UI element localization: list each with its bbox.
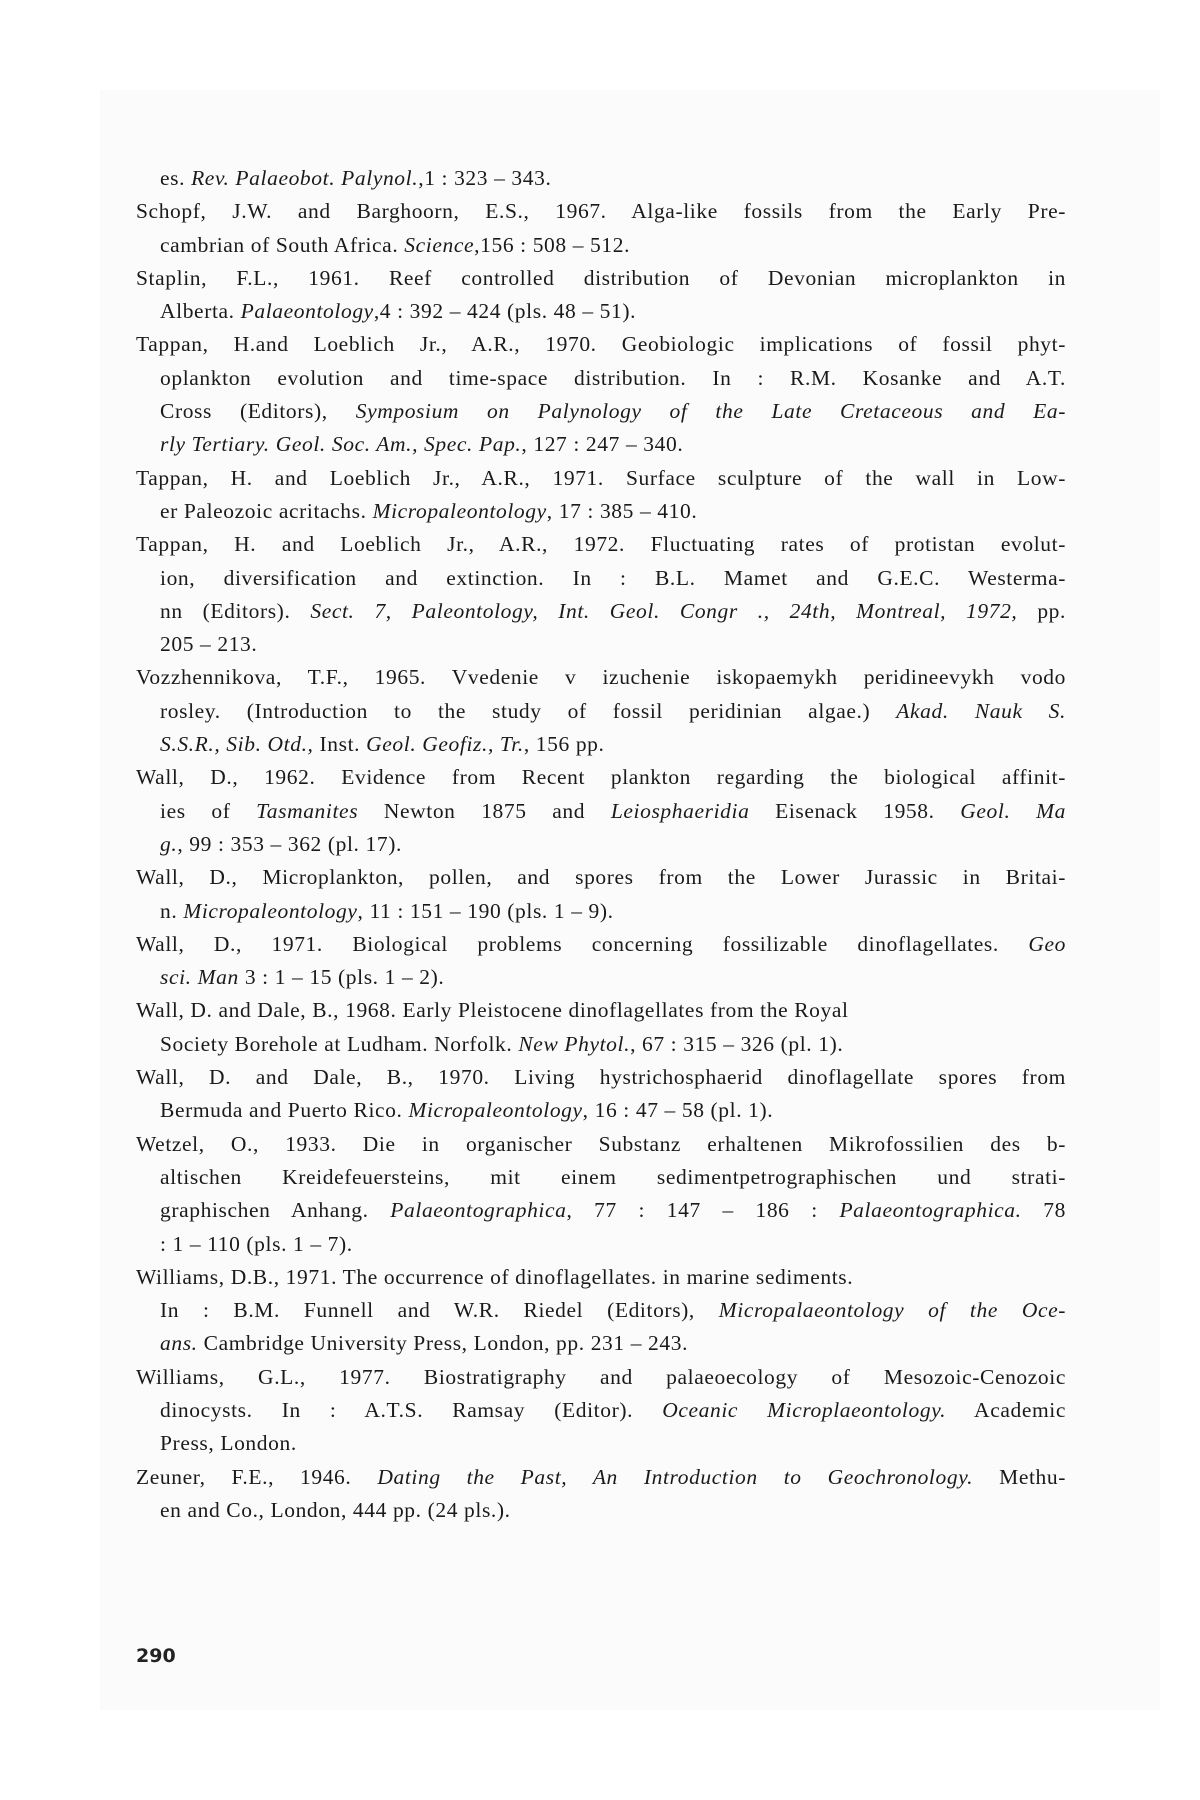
italic-title: Akad. Nauk S. <box>896 698 1066 723</box>
reference-entry <box>136 328 1066 461</box>
page-number: 290 <box>136 1645 176 1667</box>
reference-text: 78 <box>1021 1198 1066 1223</box>
reference-continuation-line <box>160 428 1066 461</box>
reference-text: Wetzel, O., 1933. Die in organischer Substanz erhaltenen Mikrofossilien des b- <box>136 1131 1066 1156</box>
reference-continuation-line <box>160 1427 1066 1460</box>
reference-text: Wall, D., Microplankton, pollen, and spores from the Lower Jurassic in Britai- <box>136 865 1066 890</box>
reference-text: oplankton evolution and time-space distribution. In : R.M. Kosanke and A.T. <box>160 365 1066 390</box>
italic-title: g. <box>160 831 178 856</box>
reference-continuation-line <box>160 895 1066 928</box>
italic-title: Micropalaeontology of the Oce- <box>718 1298 1066 1323</box>
italic-title: Geol. Geofiz., Tr. <box>366 732 524 757</box>
reference-text: Academic <box>946 1397 1067 1422</box>
reference-text: , 99 : 353 – 362 (pl. 17). <box>177 831 402 856</box>
italic-title: Palaeontographica <box>390 1198 567 1223</box>
reference-continuation-line <box>160 1228 1066 1261</box>
reference-continuation-line <box>160 229 1066 262</box>
reference-entry <box>136 262 1066 329</box>
reference-text: ies of <box>160 798 257 823</box>
reference-text: Tappan, H. and Loeblich Jr., A.R., 1972. Fluctuating rates of protistan evolut- <box>136 532 1066 557</box>
reference-continuation-line <box>160 1194 1066 1227</box>
reference-entry <box>136 1361 1066 1461</box>
italic-title: Micropaleontology <box>183 898 358 923</box>
reference-first-line <box>136 994 1066 1027</box>
reference-continuation-line <box>160 1494 1066 1527</box>
reference-continuation-line <box>160 162 1066 195</box>
reference-text: dinocysts. In : A.T.S. Ramsay (Editor). <box>160 1397 663 1422</box>
reference-text: Vozzhennikova, T.F., 1965. Vvedenie v izuchenie iskopaemykh peridineevykh vodo <box>136 665 1066 690</box>
reference-text: es. <box>160 166 192 190</box>
italic-title: Micropaleontology <box>372 498 547 523</box>
reference-text: Inst. <box>313 732 367 757</box>
italic-title: rly Tertiary. Geol. Soc. Am., Spec. Pap. <box>160 432 522 457</box>
reference-continuation-line <box>160 362 1066 395</box>
reference-text: , 11 : 151 – 190 (pls. 1 – 9). <box>357 898 614 923</box>
reference-text: Williams, D.B., 1971. The occurrence of dinoflagellates. in marine sediments. <box>136 1264 854 1289</box>
reference-first-line <box>136 528 1066 561</box>
reference-text: Wall, D., 1971. Biological problems concerning fossilizable dinoflagellates. <box>136 931 1029 956</box>
reference-continuation-line <box>160 595 1066 628</box>
reference-text: en and Co., London, 444 pp. (24 pls.). <box>160 1497 511 1522</box>
italic-title: Science <box>404 232 475 257</box>
reference-text: Press, London. <box>160 1431 297 1456</box>
reference-first-line <box>136 195 1066 228</box>
reference-continuation-line <box>160 628 1066 661</box>
reference-first-line <box>136 661 1066 694</box>
reference-text: Wall, D. and Dale, B., 1968. Early Pleistocene dinoflagellates from the Royal <box>136 998 849 1023</box>
reference-text: graphischen Anhang. <box>160 1198 391 1223</box>
reference-first-line <box>136 462 1066 495</box>
reference-continuation-line <box>160 395 1066 428</box>
reference-first-line <box>136 928 1066 961</box>
italic-title: Rev. Palaeobot. Palynol. <box>191 166 419 190</box>
reference-text: Cross (Editors), <box>160 399 356 424</box>
reference-continuation-line <box>160 562 1066 595</box>
italic-title: Oceanic Microplaeontology. <box>662 1397 947 1422</box>
italic-title: Symposium on Palynology of the Late Cretaceous and Ea- <box>355 399 1066 424</box>
reference-text: In : B.M. Funnell and W.R. Riedel (Editors), <box>160 1298 719 1323</box>
reference-text: , 16 : 47 – 58 (pl. 1). <box>582 1098 774 1123</box>
reference-first-line <box>136 861 1066 894</box>
reference-text: Newton 1875 and <box>358 798 611 823</box>
reference-text: rosley. (Introduction to the study of fossil peridinian algae.) <box>160 698 897 723</box>
reference-continuation-line <box>160 1094 1066 1127</box>
reference-text: ,1 : 323 – 343. <box>418 166 552 190</box>
reference-text: ion, diversification and extinction. In : B.L. Mamet and G.E.C. Westerma- <box>160 565 1066 590</box>
reference-first-line <box>136 1261 1066 1294</box>
italic-title: Sect. 7, Paleontology, Int. Geol. Congr ., 24th, Montreal, 1972, <box>310 598 1018 623</box>
reference-text: 3 : 1 – 15 (pls. 1 – 2). <box>238 965 445 990</box>
reference-text: Alberta. <box>160 299 241 324</box>
italic-title: Micropaleontology <box>408 1098 583 1123</box>
reference-entry <box>136 195 1066 262</box>
reference-text: altischen Kreidefeuersteins, mit einem sedimentpetrographischen und strati- <box>160 1164 1066 1189</box>
reference-entry <box>136 928 1066 995</box>
reference-continuation-line <box>160 795 1066 828</box>
reference-text: Cambridge University Press, London, pp. 231 – 243. <box>197 1331 689 1356</box>
reference-entry <box>136 861 1066 928</box>
reference-text: Zeuner, F.E., 1946. <box>136 1464 378 1489</box>
reference-text: ,4 : 392 – 424 (pls. 48 – 51). <box>373 299 637 324</box>
italic-title: New Phytol. <box>518 1031 631 1056</box>
reference-text: pp. <box>1017 598 1066 623</box>
reference-text: , 127 : 247 – 340. <box>521 432 684 457</box>
reference-text: nn (Editors). <box>160 598 311 623</box>
reference-entry <box>136 1061 1066 1128</box>
reference-continuation-line <box>160 1327 1066 1360</box>
reference-entry <box>136 994 1066 1061</box>
reference-entry <box>136 462 1066 529</box>
reference-continuation-line <box>160 728 1066 761</box>
italic-title: Geol. Ma <box>960 798 1066 823</box>
reference-list <box>136 162 1066 1527</box>
reference-text: : 1 – 110 (pls. 1 – 7). <box>160 1231 353 1256</box>
reference-text: , 67 : 315 – 326 (pl. 1). <box>630 1031 844 1056</box>
reference-text: ,156 : 508 – 512. <box>474 232 631 257</box>
reference-text: , 17 : 385 – 410. <box>546 498 698 523</box>
italic-title: Dating the Past, An Introduction to Geochronology. <box>377 1464 974 1489</box>
reference-text: er Paleozoic acritachs. <box>160 498 373 523</box>
reference-text: Bermuda and Puerto Rico. <box>160 1098 409 1123</box>
reference-text: Wall, D., 1962. Evidence from Recent plankton regarding the biological affinit- <box>136 765 1066 790</box>
reference-continuation-line <box>160 828 1066 861</box>
italic-title: Palaeontology <box>240 299 374 324</box>
reference-first-line <box>136 1128 1066 1161</box>
italic-title: ans. <box>160 1331 198 1356</box>
reference-entry <box>136 528 1066 661</box>
reference-text: 205 – 213. <box>160 632 258 657</box>
reference-continuation-line <box>160 1161 1066 1194</box>
reference-first-line <box>136 761 1066 794</box>
reference-text: Tappan, H.and Loeblich Jr., A.R., 1970. Geobiologic implications of fossil phyt- <box>136 332 1066 357</box>
reference-entry <box>136 162 1066 195</box>
reference-entry <box>136 661 1066 761</box>
reference-continuation-line <box>160 1394 1066 1427</box>
reference-text: Wall, D. and Dale, B., 1970. Living hystrichosphaerid dinoflagellate spores from <box>136 1065 1066 1090</box>
reference-text: , 77 : 147 – 186 : <box>566 1198 840 1223</box>
reference-first-line <box>136 1061 1066 1094</box>
italic-title: Geo <box>1028 931 1066 956</box>
reference-text: n. <box>160 898 184 923</box>
italic-title: Tasmanites <box>256 798 359 823</box>
reference-continuation-line <box>160 1294 1066 1327</box>
reference-text: Tappan, H. and Loeblich Jr., A.R., 1971. Surface sculpture of the wall in Low- <box>136 465 1066 490</box>
reference-continuation-line <box>160 695 1066 728</box>
italic-title: S.S.R., Sib. Otd., <box>160 732 314 757</box>
reference-continuation-line <box>160 1028 1066 1061</box>
reference-continuation-line <box>160 495 1066 528</box>
reference-text: Methu- <box>973 1464 1066 1489</box>
reference-text: , 156 pp. <box>523 732 605 757</box>
reference-text: Williams, G.L., 1977. Biostratigraphy and palaeoecology of Mesozoic-Cenozoic <box>136 1364 1066 1389</box>
reference-entry <box>136 761 1066 861</box>
reference-entry <box>136 1128 1066 1261</box>
reference-text: Society Borehole at Ludham. Norfolk. <box>160 1031 519 1056</box>
reference-text: Staplin, F.L., 1961. Reef controlled distribution of Devonian microplankton in <box>136 265 1066 290</box>
reference-text: Eisenack 1958. <box>749 798 961 823</box>
reference-continuation-line <box>160 295 1066 328</box>
reference-first-line <box>136 1461 1066 1494</box>
italic-title: sci. Man <box>160 965 239 990</box>
reference-text: cambrian of South Africa. <box>160 232 405 257</box>
italic-title: Palaeontographica. <box>839 1198 1022 1223</box>
reference-first-line <box>136 262 1066 295</box>
reference-entry <box>136 1261 1066 1361</box>
reference-entry <box>136 1461 1066 1528</box>
reference-text: Schopf, J.W. and Barghoorn, E.S., 1967. Alga-like fossils from the Early Pre- <box>136 199 1066 224</box>
reference-first-line <box>136 328 1066 361</box>
reference-continuation-line <box>160 961 1066 994</box>
reference-first-line <box>136 1361 1066 1394</box>
italic-title: Leiosphaeridia <box>610 798 750 823</box>
